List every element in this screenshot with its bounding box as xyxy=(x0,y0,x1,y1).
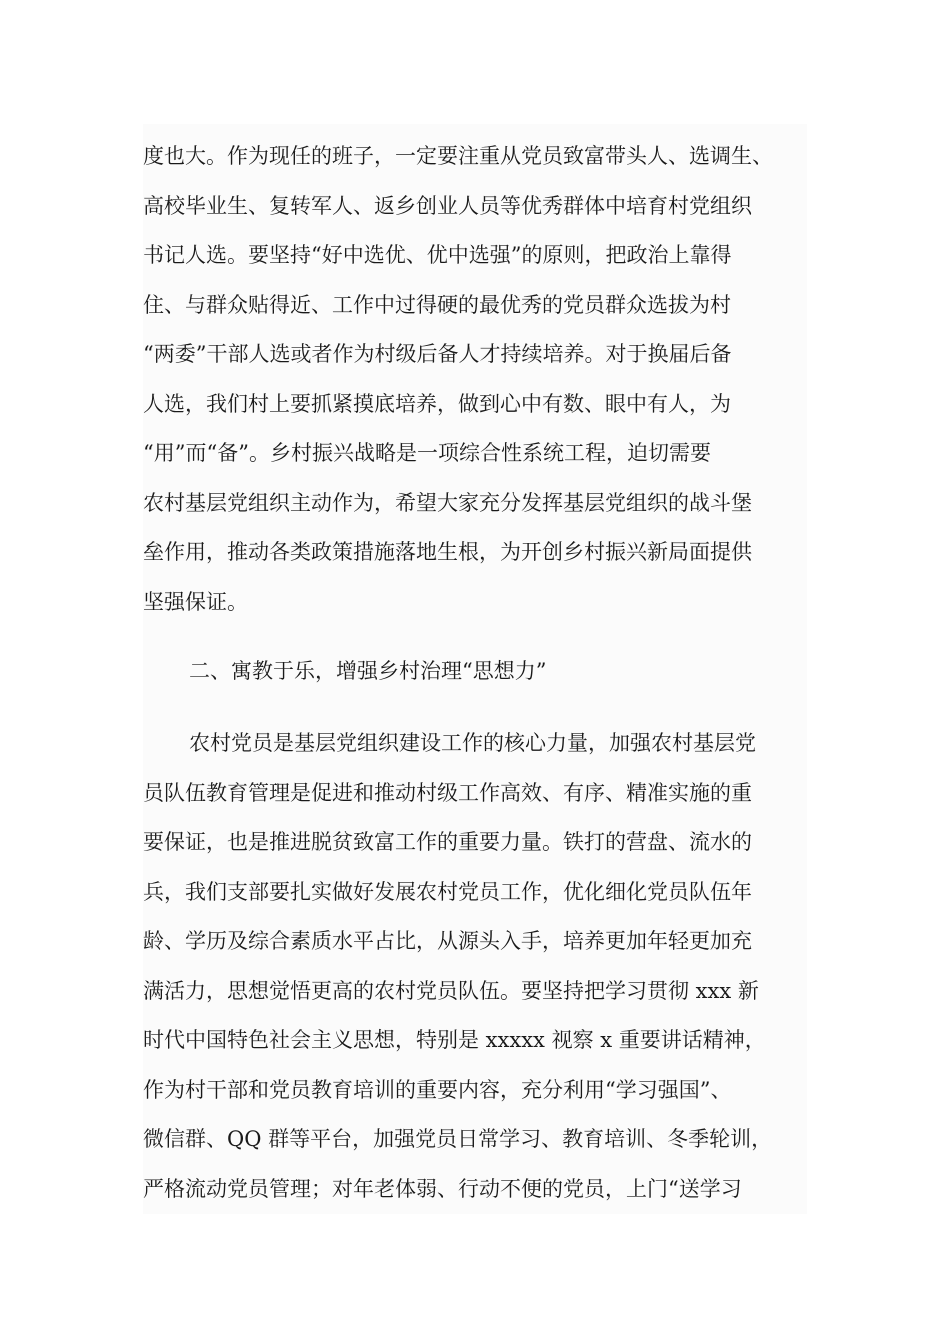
paragraph-line: “两委”干部人选或者作为村级后备人才持续培养。对于换届后备 xyxy=(143,342,732,366)
paragraph-line: 时代中国特色社会主义思想，特别是 xxxxx 视察 x 重要讲话精神， xyxy=(143,1028,766,1052)
paragraph-line: 员队伍教育管理是促进和推动村级工作高效、有序、精准实施的重 xyxy=(143,780,752,805)
paragraph-line: 兵，我们支部要扎实做好发展农村党员工作，优化细化党员队伍年 xyxy=(143,879,752,904)
paragraph-line: 坚强保证。 xyxy=(143,589,248,614)
paragraph-line: “用”而“备”。乡村振兴战略是一项综合性系统工程，迫切需要 xyxy=(143,441,711,465)
paragraph-line: 龄、学历及综合素质水平占比，从源头入手，培养更加年轻更加充 xyxy=(143,929,752,953)
paragraph-line: 农村党员是基层党组织建设工作的核心力量，加强农村基层党 xyxy=(189,731,756,755)
paragraph-line: 要保证，也是推进脱贫致富工作的重要力量。铁打的营盘、流水的 xyxy=(143,830,752,854)
paragraph-line: 书记人选。要坚持“好中选优、优中选强”的原则，把政治上靠得 xyxy=(143,243,732,267)
paragraph-line: 农村基层党组织主动作为，希望大家充分发挥基层党组织的战斗堡 xyxy=(143,490,752,515)
document-body xyxy=(143,124,807,1214)
paragraph-line: 人选，我们村上要抓紧摸底培养，做到心中有数、眼中有人，为 xyxy=(143,391,731,416)
paragraph-line: 高校毕业生、复转军人、返乡创业人员等优秀群体中培育村党组织 xyxy=(143,193,752,218)
paragraph-line: 作为村干部和党员教育培训的重要内容，充分利用“学习强国”、 xyxy=(143,1077,732,1102)
paragraph-line: 微信群、QQ 群等平台，加强党员日常学习、教育培训、冬季轮训， xyxy=(143,1127,773,1151)
section-heading: 二、寓教于乐，增强乡村治理“思想力” xyxy=(189,659,547,683)
paragraph-line: 垒作用，推动各类政策措施落地生根，为开创乡村振兴新局面提供 xyxy=(143,540,752,564)
paragraph-line: 满活力，思想觉悟更高的农村党员队伍。要坚持把学习贯彻 xxx 新 xyxy=(143,978,759,1003)
paragraph-line: 住、与群众贴得近、工作中过得硬的最优秀的党员群众选拔为村 xyxy=(143,292,731,317)
paragraph-line: 严格流动党员管理；对年老体弱、行动不便的党员，上门“送学习 xyxy=(143,1176,742,1201)
paragraph-line: 度也大。作为现任的班子，一定要注重从党员致富带头人、选调生、 xyxy=(143,144,773,168)
